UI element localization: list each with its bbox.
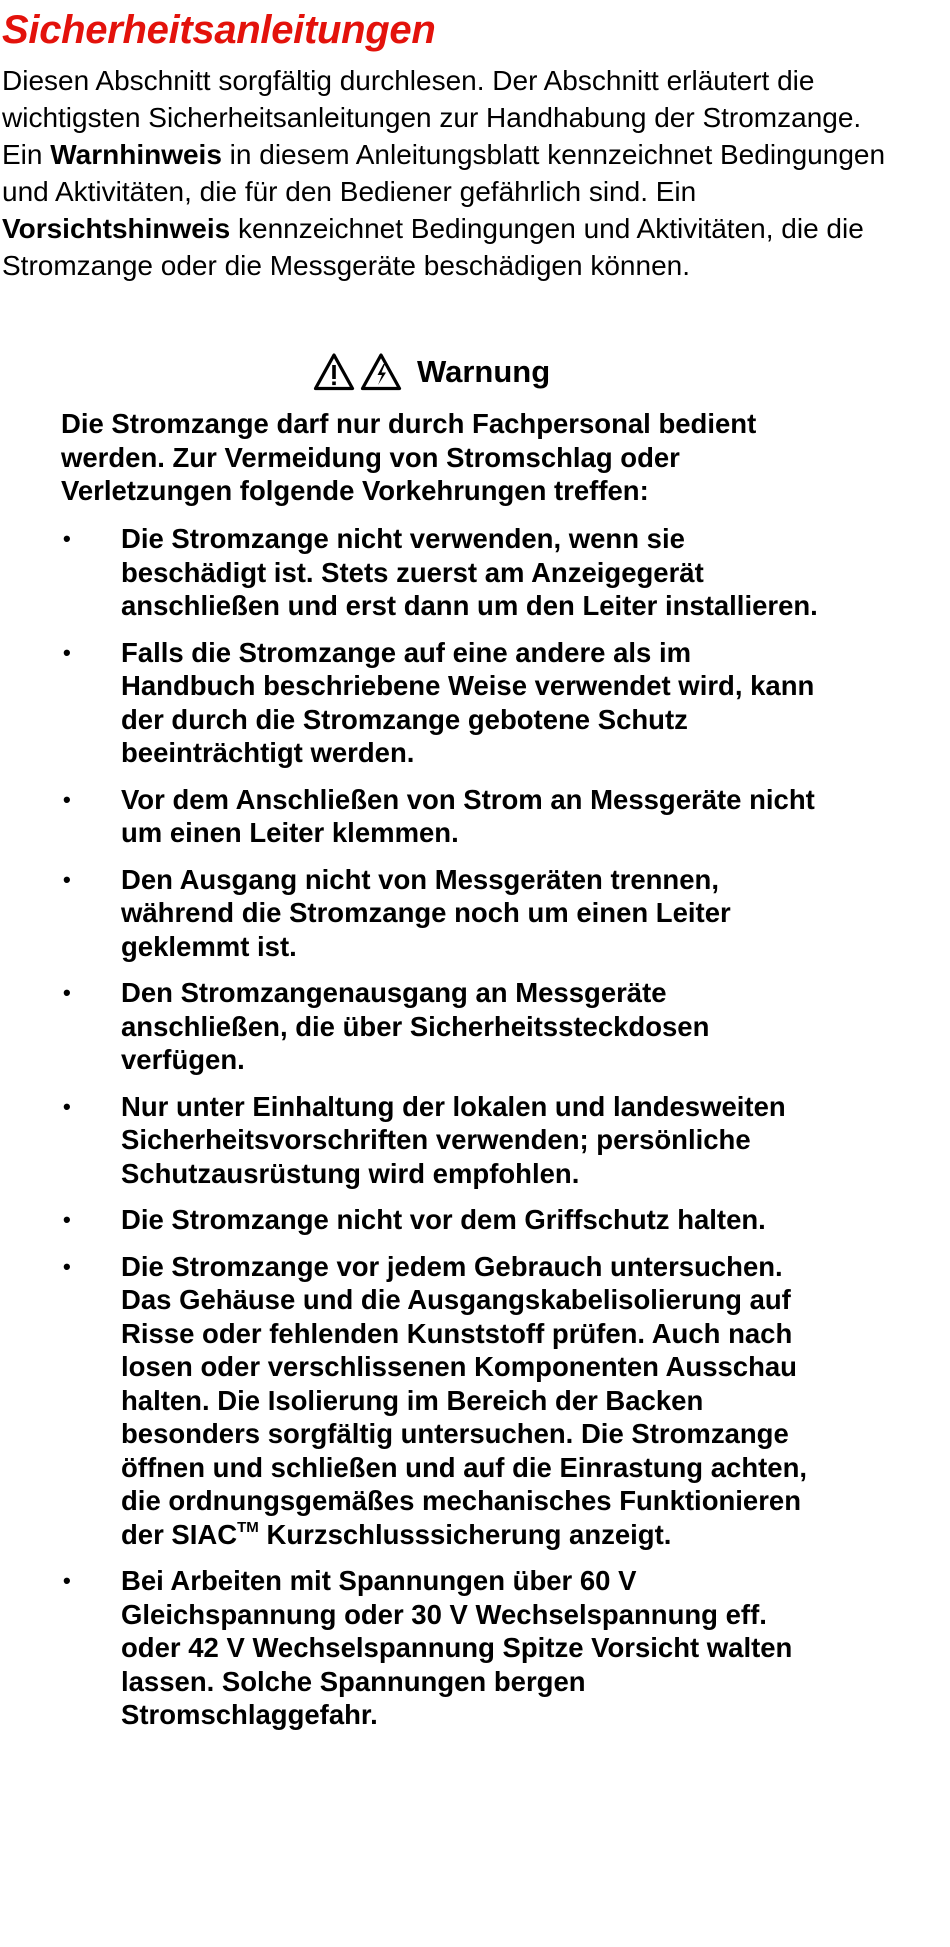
warning-triangle-icon [313, 352, 355, 392]
list-item [0, 863, 950, 964]
caution-term: Vorsichtshinweis [2, 213, 231, 244]
section-title: Sicherheitsanleitungen [2, 8, 436, 52]
bullet-icon: • [63, 1568, 71, 1593]
bullet-icon: • [63, 980, 71, 1005]
list-item [0, 1203, 950, 1237]
bullet-icon: • [63, 866, 71, 892]
bullet-icon: • [63, 1207, 71, 1232]
inspection-text: Die Stromzange vor jedem Gebrauch untersuchen. Das Gehäuse und die Ausgangskabelisolierung auf Risse oder fehlenden Kunststoff prüfen. Auch nach losen oder verschlissenen Komponenten Ausschau halten. Die Isolierung im Bereich der Backen besonders sorgfältig untersuchen. Die Stromzange öffnen und schließen und auf die Einrastung achten, die ordnungsgemäßes mechanisches Funktionieren der SIAC [121, 1250, 808, 1550]
warning-title: Warnung [417, 354, 551, 389]
list-item [0, 1090, 950, 1191]
warning-intro: Die Stromzange darf nur durch Fachpersonal bedient werden. Zur Vermeidung von Stromschlag oder Verletzungen folgende Vorkehrungen treffen: [61, 408, 757, 506]
warning-term: Warnhinweis [50, 139, 222, 170]
list-item-text: Nur unter Einhaltung der lokalen und landesweiten Sicherheitsvorschriften verwenden; persönliche Schutzausrüstung wird empfohlen. [121, 1090, 786, 1189]
list-item-text: Den Ausgang nicht von Messgeräten trennen, während die Stromzange noch um einen Leiter geklemmt ist. [121, 863, 731, 962]
list-item [0, 783, 950, 850]
list-item-text: Die Stromzange nicht verwenden, wenn sie beschädigt ist. Stets zuerst am Anzeigegerät anschließen und erst dann um den Leiter installieren. [121, 523, 818, 621]
intro-text-1: Diesen Abschnitt sorgfältig durchlesen. Der Abschnitt erläutert die wichtigsten Sicherheitsanleitungen zur Handhabung der Stromzange. Ein [2, 65, 862, 170]
bullet-icon: • [63, 786, 71, 812]
inspection-text-end: Kurzschlusssicherung anzeigt. [258, 1518, 672, 1550]
list-item-text: Vor dem Anschließen von Strom an Messgeräte nicht um einen Leiter klemmen. [121, 783, 815, 848]
list-item-text: Den Stromzangenausgang an Messgeräte anschließen, die über Sicherheitssteckdosen verfügen. [121, 977, 710, 1075]
list-item-text [121, 1250, 821, 1552]
bullet-icon: • [63, 526, 71, 551]
intro-text-2: in diesem Anleitungsblatt kennzeichnet Bedingungen und Aktivitäten, die für den Bediener gefährlich sind. Ein [2, 139, 886, 207]
intro-paragraph [2, 62, 902, 284]
list-item-text: Bei Arbeiten mit Spannungen über 60 V Gleichspannung oder 30 V Wechselspannung eff. oder 42 V Wechselspannung Spitze Vorsicht walten lassen. Solche Spannungen bergen Stromschlaggefahr. [121, 1565, 793, 1730]
bullet-icon: • [63, 1093, 71, 1119]
list-item-text: Falls die Stromzange auf eine andere als im Handbuch beschriebene Weise verwendet wird, kann der durch die Stromzange gebotene Schutz beeinträchtigt werden. [121, 636, 815, 768]
list-item [0, 976, 950, 1077]
list-item [0, 1250, 950, 1552]
intro-text-3: kennzeichnet Bedingungen und Aktivitäten, die die Stromzange oder die Messgeräte beschädigen können. [2, 213, 864, 281]
list-item-text: Die Stromzange nicht vor dem Griffschutz halten. [121, 1204, 766, 1235]
list-item [0, 522, 950, 623]
list-item [0, 1564, 950, 1732]
warning-heading [313, 350, 550, 394]
bullet-icon: • [63, 1253, 71, 1279]
list-item [0, 636, 950, 770]
electrical-hazard-icon [360, 352, 402, 392]
bullet-icon: • [63, 639, 71, 665]
trademark-symbol: TM [237, 1518, 259, 1536]
precaution-list [0, 522, 950, 1745]
